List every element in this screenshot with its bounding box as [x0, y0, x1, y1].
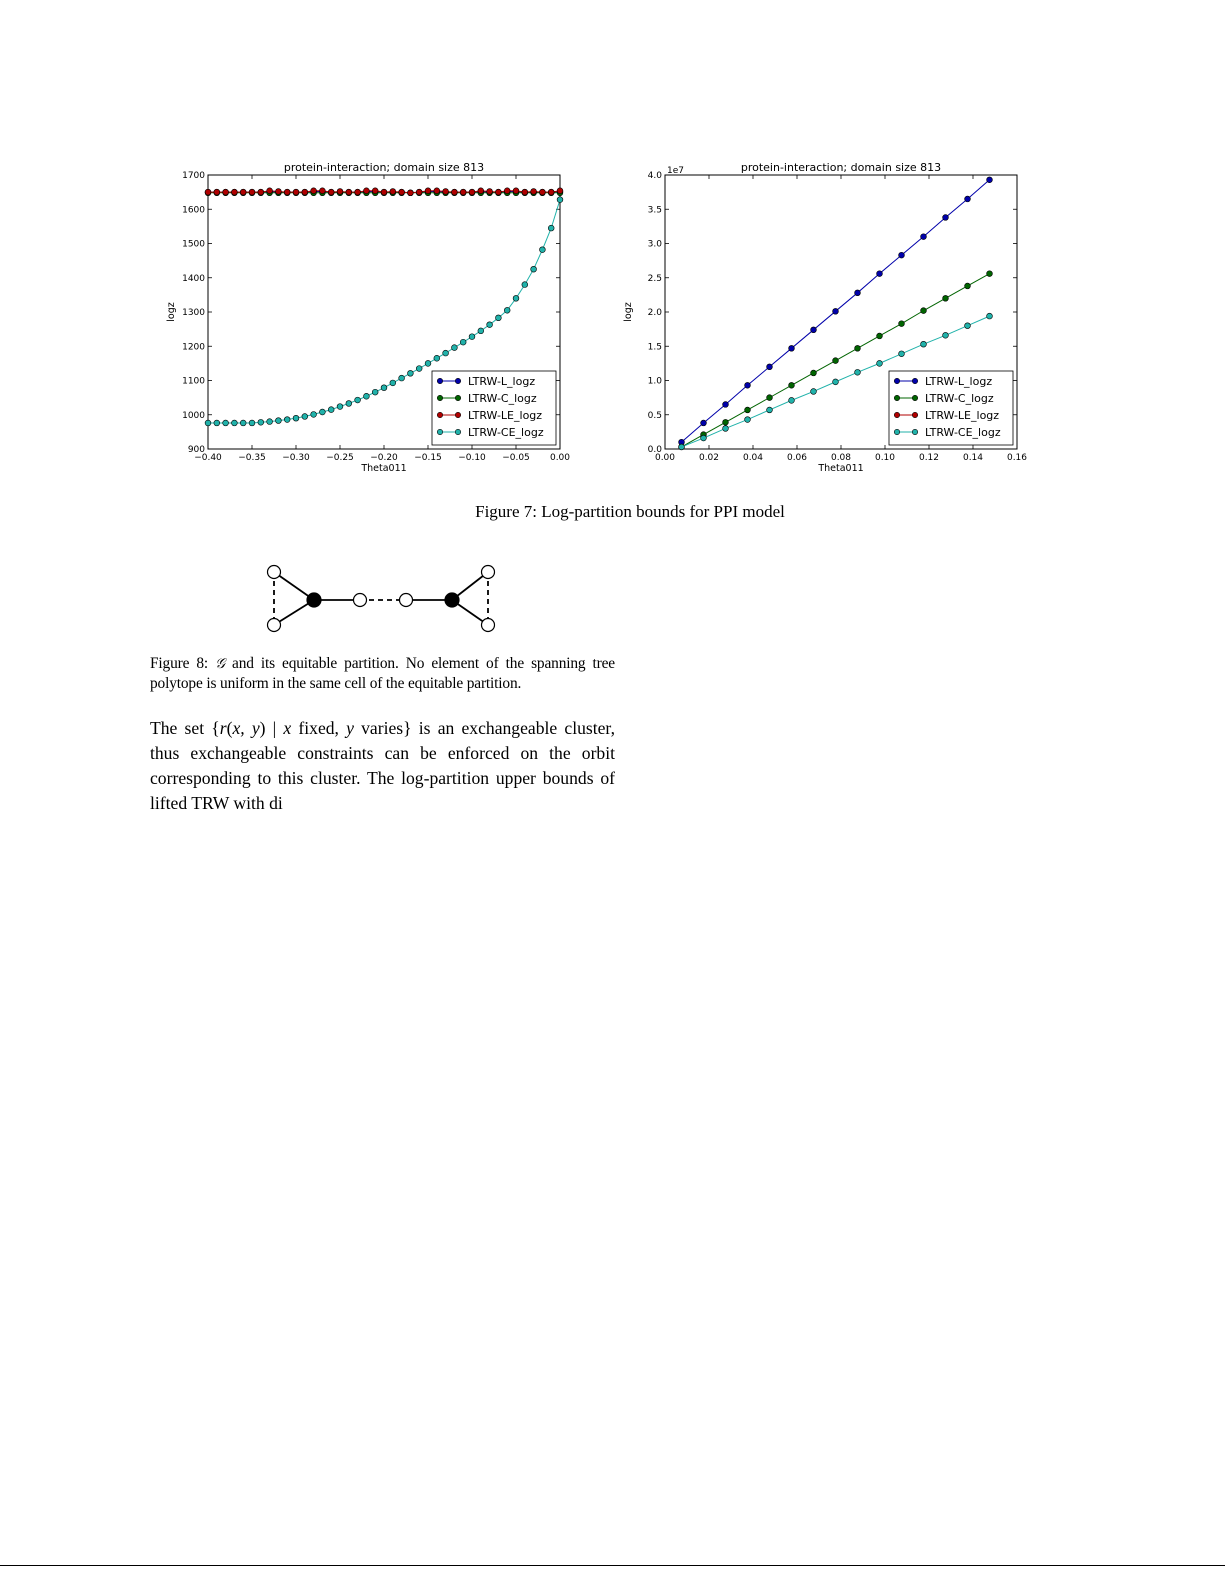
x-axis-label: Theta011 — [818, 463, 864, 474]
legend-swatch-marker — [912, 395, 917, 400]
data-point — [258, 189, 264, 195]
data-point — [767, 395, 773, 401]
data-point — [833, 379, 839, 385]
data-point — [899, 252, 905, 258]
data-point — [811, 327, 817, 333]
data-point — [240, 420, 246, 426]
figure-7-caption: Figure 7: Log-partition bounds for PPI model — [475, 502, 785, 521]
node-filled — [307, 593, 321, 607]
data-point — [701, 420, 707, 426]
data-point — [372, 188, 378, 194]
data-point — [214, 189, 220, 195]
data-point — [267, 419, 273, 425]
data-point — [302, 189, 308, 195]
body-paragraph — [150, 716, 615, 816]
node-open — [482, 566, 495, 579]
data-point — [789, 397, 795, 403]
data-point — [487, 189, 493, 195]
data-point — [355, 189, 361, 195]
data-point — [434, 355, 440, 361]
data-point — [531, 266, 537, 272]
x-tick-label: 0.10 — [874, 453, 896, 463]
data-point — [921, 341, 927, 347]
legend-swatch-marker — [437, 429, 442, 434]
data-point — [205, 189, 211, 195]
para-text: ( — [226, 718, 233, 738]
y-tick-label: 2.5 — [647, 273, 662, 284]
legend-swatch-marker — [894, 429, 899, 434]
math-r: r — [219, 718, 227, 738]
data-point — [328, 189, 334, 195]
data-point — [364, 393, 370, 399]
chart-right — [615, 155, 1030, 480]
y-tick-label: 0.0 — [647, 445, 662, 455]
data-point — [943, 215, 949, 221]
page-bottom-rule — [0, 1565, 1225, 1566]
data-point — [899, 321, 905, 327]
data-point — [921, 234, 927, 240]
x-tick-label: 0.04 — [742, 453, 764, 463]
data-point — [223, 189, 229, 195]
data-point — [232, 420, 238, 426]
data-point — [434, 188, 440, 194]
data-point — [320, 409, 326, 415]
data-point — [745, 382, 751, 388]
data-point — [987, 313, 993, 319]
data-point — [478, 188, 484, 194]
data-point — [965, 323, 971, 329]
data-point — [460, 189, 466, 195]
data-point — [487, 322, 493, 328]
y-tick-label: 900 — [187, 445, 205, 455]
data-point — [679, 444, 685, 450]
node-filled — [445, 593, 459, 607]
legend-swatch-marker — [455, 412, 460, 417]
data-point — [469, 189, 475, 195]
data-point — [293, 415, 299, 421]
legend-swatch-marker — [912, 378, 917, 383]
data-point — [513, 295, 519, 301]
data-point — [745, 407, 751, 413]
figure-8-label: Figure 8: — [150, 655, 209, 672]
data-point — [399, 189, 405, 195]
x-tick-label: −0.20 — [370, 453, 398, 463]
chart-left — [158, 155, 573, 480]
data-point — [267, 188, 273, 194]
legend-swatch-marker — [455, 395, 460, 400]
data-point — [522, 282, 528, 288]
x-tick-label: 0.00 — [549, 453, 571, 463]
data-point — [723, 419, 729, 425]
data-point — [789, 345, 795, 351]
data-point — [311, 412, 317, 418]
legend-label: LTRW-CE_logz — [925, 426, 1001, 439]
node-open — [268, 566, 281, 579]
legend-swatch-marker — [437, 412, 442, 417]
data-point — [496, 315, 502, 321]
y-tick-label: 1.0 — [647, 376, 662, 387]
legend-swatch-marker — [455, 378, 460, 383]
data-point — [540, 247, 546, 253]
data-point — [276, 189, 282, 195]
x-tick-label: 0.02 — [698, 453, 720, 463]
x-tick-label: 0.08 — [830, 453, 852, 463]
data-point — [877, 360, 883, 366]
data-point — [767, 364, 773, 370]
data-point — [284, 189, 290, 195]
data-point — [548, 189, 554, 195]
data-point — [723, 402, 729, 408]
x-tick-label: −0.05 — [502, 453, 530, 463]
graph-symbol: 𝒢 — [215, 656, 225, 672]
node-open — [400, 594, 413, 607]
data-point — [899, 351, 905, 357]
data-point — [496, 189, 502, 195]
data-point — [293, 189, 299, 195]
y-tick-label: 0.5 — [647, 410, 662, 421]
x-tick-label: 0.00 — [654, 453, 676, 463]
data-point — [311, 188, 317, 194]
chart-title: protein-interaction; domain size 813 — [740, 161, 942, 174]
data-point — [320, 188, 326, 194]
data-point — [276, 418, 282, 424]
y-tick-label: 1400 — [182, 273, 205, 284]
y-tick-label: 4.0 — [647, 171, 662, 181]
data-point — [513, 188, 519, 194]
x-tick-label: −0.15 — [414, 453, 442, 463]
data-point — [425, 188, 431, 194]
data-point — [965, 196, 971, 202]
y-tick-label: 1600 — [182, 205, 205, 216]
data-point — [943, 332, 949, 338]
legend-label: LTRW-CE_logz — [468, 426, 544, 439]
x-tick-label: 0.16 — [1006, 453, 1028, 463]
x-tick-label: −0.30 — [282, 453, 310, 463]
data-point — [346, 401, 352, 407]
data-point — [877, 333, 883, 339]
data-point — [965, 283, 971, 289]
para-text: fixed, — [291, 718, 347, 738]
legend-label: LTRW-L_logz — [925, 375, 993, 388]
data-point — [833, 358, 839, 364]
data-point — [745, 417, 751, 423]
math-x: x — [283, 718, 292, 738]
data-point — [855, 345, 861, 351]
data-point — [381, 385, 387, 391]
data-point — [443, 350, 449, 356]
data-point — [284, 417, 290, 423]
math-xy: x, y — [232, 718, 260, 738]
para-text: ) | — [259, 718, 284, 738]
data-point — [381, 189, 387, 195]
data-point — [452, 189, 458, 195]
node-open — [354, 594, 367, 607]
legend-swatch-marker — [894, 395, 899, 400]
data-point — [531, 189, 537, 195]
para-text: varies} is an exchangeable cluster, thus exchangeable constraints can be enforced on the orbit corresponding to this cluster. The log-partition upper bounds of lifted TRW with di — [150, 718, 615, 813]
data-point — [205, 420, 211, 426]
data-point — [337, 404, 343, 410]
y-tick-label: 3.5 — [647, 205, 662, 216]
x-tick-label: −0.35 — [238, 453, 266, 463]
data-point — [452, 345, 458, 351]
data-point — [701, 435, 707, 441]
y-tick-label: 1100 — [182, 376, 205, 387]
data-point — [337, 189, 343, 195]
math-y: y — [346, 718, 354, 738]
data-point — [232, 189, 238, 195]
y-tick-label: 1700 — [182, 171, 205, 181]
data-point — [557, 188, 563, 194]
data-point — [557, 197, 563, 203]
data-point — [987, 177, 993, 183]
x-tick-label: 0.14 — [962, 453, 984, 463]
x-tick-label: −0.10 — [458, 453, 486, 463]
node-open — [268, 619, 281, 632]
data-point — [921, 308, 927, 314]
legend-label: LTRW-C_logz — [925, 392, 994, 405]
chart-title: protein-interaction; domain size 813 — [283, 161, 485, 174]
legend-swatch-marker — [912, 412, 917, 417]
legend-swatch-marker — [894, 378, 899, 383]
data-point — [372, 389, 378, 395]
figure-8-caption-text: and its equitable partition. No element of the spanning tree polytope is uniform in the same cell of the equitable partition. — [150, 655, 615, 692]
data-point — [460, 339, 466, 345]
legend-label: LTRW-C_logz — [468, 392, 537, 405]
data-point — [767, 407, 773, 413]
y-tick-label: 1.5 — [647, 342, 662, 353]
data-point — [522, 189, 528, 195]
node-open — [482, 619, 495, 632]
data-point — [214, 420, 220, 426]
x-tick-label: −0.40 — [194, 453, 222, 463]
data-point — [249, 420, 255, 426]
data-point — [302, 414, 308, 420]
legend-label: LTRW-L_logz — [468, 375, 536, 388]
x-tick-label: 0.06 — [786, 453, 808, 463]
y-tick-label: 3.0 — [647, 239, 662, 250]
data-point — [390, 380, 396, 386]
data-point — [833, 308, 839, 314]
data-point — [789, 382, 795, 388]
figure-8-caption — [150, 654, 615, 693]
data-point — [346, 189, 352, 195]
data-point — [399, 375, 405, 381]
legend-label: LTRW-LE_logz — [925, 409, 1000, 422]
data-point — [877, 271, 883, 277]
data-point — [540, 189, 546, 195]
data-point — [425, 360, 431, 366]
data-point — [364, 188, 370, 194]
data-point — [408, 190, 414, 196]
data-point — [723, 426, 729, 432]
data-point — [416, 189, 422, 195]
y-offset-label: 1e7 — [667, 166, 684, 176]
data-point — [240, 189, 246, 195]
x-axis-label: Theta011 — [361, 463, 407, 474]
data-point — [223, 420, 229, 426]
data-point — [355, 397, 361, 403]
data-point — [408, 370, 414, 376]
data-point — [249, 189, 255, 195]
y-tick-label: 1500 — [182, 239, 205, 250]
data-point — [987, 271, 993, 277]
data-point — [478, 328, 484, 334]
data-point — [416, 366, 422, 372]
data-point — [855, 290, 861, 296]
x-tick-label: −0.25 — [326, 453, 354, 463]
data-point — [855, 369, 861, 375]
legend-swatch-marker — [894, 412, 899, 417]
para-text: The set { — [150, 718, 220, 738]
data-point — [469, 334, 475, 340]
data-point — [943, 295, 949, 301]
chart-svg — [158, 155, 573, 475]
data-point — [390, 189, 396, 195]
y-tick-label: 2.0 — [647, 308, 662, 318]
y-axis-label: logz — [623, 302, 634, 322]
chart-svg — [615, 155, 1030, 475]
y-axis-label: logz — [166, 302, 177, 322]
data-point — [548, 225, 554, 231]
legend-label: LTRW-LE_logz — [468, 409, 543, 422]
figure-8-graph — [255, 555, 515, 640]
data-point — [504, 188, 510, 194]
data-point — [328, 407, 334, 413]
x-tick-label: 0.12 — [918, 453, 940, 463]
data-point — [504, 307, 510, 313]
legend-swatch-marker — [437, 378, 442, 383]
legend-swatch-marker — [912, 429, 917, 434]
y-tick-label: 1000 — [182, 410, 205, 421]
data-point — [258, 419, 264, 425]
data-point — [811, 370, 817, 376]
y-tick-label: 1200 — [182, 342, 205, 353]
y-tick-label: 1300 — [182, 308, 205, 318]
data-point — [811, 389, 817, 395]
legend-swatch-marker — [455, 429, 460, 434]
data-point — [443, 189, 449, 195]
legend-swatch-marker — [437, 395, 442, 400]
